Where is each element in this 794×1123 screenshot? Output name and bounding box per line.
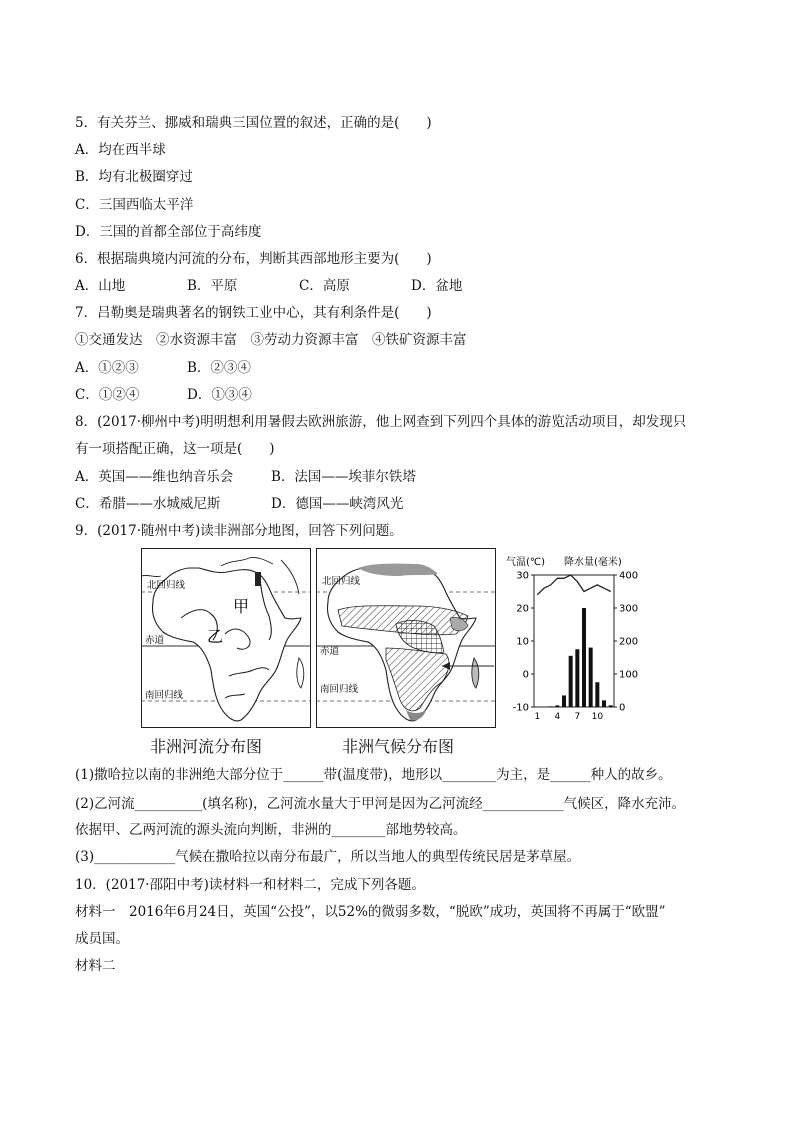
- chart-precip-axis-label: 降水量(毫米): [564, 557, 622, 568]
- q7-options-row1: [75, 359, 251, 377]
- map1-equator-label: 赤道: [145, 635, 165, 646]
- precip-bar: [569, 656, 573, 707]
- q6-option-c: C．高原: [299, 278, 350, 294]
- q7-option-c: C．①②④: [75, 387, 140, 403]
- q10-material1-line1: 材料一 2016年6月24日，英国“公投”，以52%的微弱多数，“脱欧”成功，英国将不再属于“欧盟”: [75, 904, 666, 920]
- q10-material1-line2: 成员国。: [75, 931, 129, 947]
- map2-equator-label: 赤道: [320, 646, 340, 657]
- climate-chart: [494, 548, 644, 728]
- month-tick-label: 7: [574, 712, 581, 722]
- q7-stem: 7．吕勒奥是瑞典著名的钢铁工业中心，其有利条件是( ): [75, 305, 432, 321]
- q8-stem-line2: 有一项搭配正确，这一项是( ): [75, 441, 275, 457]
- precip-bar: [582, 608, 586, 707]
- q5-option-c: C．三国西临太平洋: [75, 197, 194, 213]
- temp-tick-label: 20: [516, 603, 529, 615]
- q7-option-a: A．①②③: [75, 360, 139, 376]
- q9-part2-line2: 依据甲、乙两河流的源头流向判断，非洲的________部地势较高。: [75, 822, 467, 838]
- q8-option-d: D．德国——峡湾风光: [271, 496, 404, 512]
- q7-option-d: D．①③④: [187, 387, 252, 403]
- temp-tick-label: -10: [512, 702, 529, 714]
- map1-tropic-s-label: 南回归线: [145, 690, 184, 701]
- q6-option-b: B．平原: [187, 278, 238, 294]
- q7-option-b: B．②③④: [187, 360, 251, 376]
- q7-options-row2: [75, 386, 252, 404]
- africa-climate-map: [316, 548, 496, 728]
- q8-options-row2: [75, 495, 403, 513]
- month-tick-label: 10: [591, 712, 604, 722]
- map1-tropic-n-label: 北回归线: [147, 580, 186, 591]
- temp-tick-label: 30: [516, 570, 529, 582]
- q8-option-a: A．英国——维也纳音乐会: [75, 469, 234, 485]
- precip-bar: [595, 682, 599, 707]
- q9-part3: (3)____________气候在撒哈拉以南分布最广，所以当地人的典型传统民居是茅草屋。: [75, 849, 581, 865]
- precip-tick-label: 100: [619, 669, 639, 681]
- precip-bar: [589, 648, 593, 707]
- month-tick-label: 4: [554, 712, 561, 722]
- map1-caption: 非洲河流分布图: [150, 737, 263, 756]
- q6-stem: 6．根据瑞典境内河流的分布，判断其西部地形主要为( ): [75, 251, 432, 267]
- q5-stem: 5．有关芬兰、挪威和瑞典三国位置的叙述，正确的是( ): [75, 115, 432, 131]
- chart-temp-axis-label: 气温(℃): [506, 557, 546, 568]
- map2-tropic-s-label: 南回归线: [320, 684, 359, 695]
- q6-option-a: A．山地: [75, 278, 126, 294]
- precip-bar: [562, 695, 566, 707]
- temp-tick-label: 0: [522, 669, 529, 681]
- map2-caption: 非洲气候分布图: [342, 737, 455, 756]
- precip-bar: [549, 706, 553, 707]
- q6-option-d: D．盆地: [411, 278, 463, 294]
- q6-options: [75, 277, 462, 295]
- precip-bar: [575, 649, 579, 707]
- q10-stem: 10．(2017·邵阳中考)读材料一和材料二，完成下列各题。: [75, 877, 425, 893]
- africa-river-map: [141, 548, 311, 728]
- q8-option-b: B．法国——埃菲尔铁塔: [271, 469, 416, 485]
- precip-tick-label: 300: [619, 603, 639, 615]
- temp-tick-label: 10: [516, 636, 529, 648]
- q5-option-d: D．三国的首都全部位于高纬度: [75, 224, 262, 240]
- q7-items: ①交通发达 ②水资源丰富 ③劳动力资源丰富 ④铁矿资源丰富: [75, 332, 467, 348]
- q5-option-a: A．均在西半球: [75, 142, 166, 158]
- map1-jia-label: 甲: [233, 597, 250, 616]
- map1-yi-label: 乙: [207, 627, 224, 646]
- q10-material2-label: 材料二: [75, 958, 116, 974]
- q8-stem-line1: 8．(2017·柳州中考)明明想利用暑假去欧洲旅游，他上网查到下列四个具体的游览活动项目，却发现只: [75, 414, 687, 430]
- precip-bar: [609, 705, 613, 707]
- q9-part1: (1)撒哈拉以南的非洲绝大部分位于______带(温度带)，地形以________为主，是______种人的故乡。: [75, 767, 672, 783]
- precip-bar: [602, 700, 606, 707]
- precip-tick-label: 200: [619, 636, 639, 648]
- q9-stem: 9．(2017·随州中考)读非洲部分地图，回答下列问题。: [75, 523, 403, 539]
- q8-options-row1: [75, 468, 416, 486]
- map2-tropic-n-label: 北回归线: [322, 576, 361, 587]
- q9-part2-line1: (2)乙河流__________(填名称)，乙河流水量大于甲河是因为乙河流经____________气候区，降水充沛。: [75, 796, 686, 812]
- precip-tick-label: 400: [619, 570, 639, 582]
- precip-bar: [555, 705, 559, 707]
- chart-plot-frame: [534, 575, 614, 707]
- month-tick-label: 1: [534, 712, 541, 722]
- q5-option-b: B．均有北极圈穿过: [75, 169, 193, 185]
- precip-tick-label: 0: [619, 702, 626, 714]
- q8-option-c: C．希腊——水城威尼斯: [75, 496, 221, 512]
